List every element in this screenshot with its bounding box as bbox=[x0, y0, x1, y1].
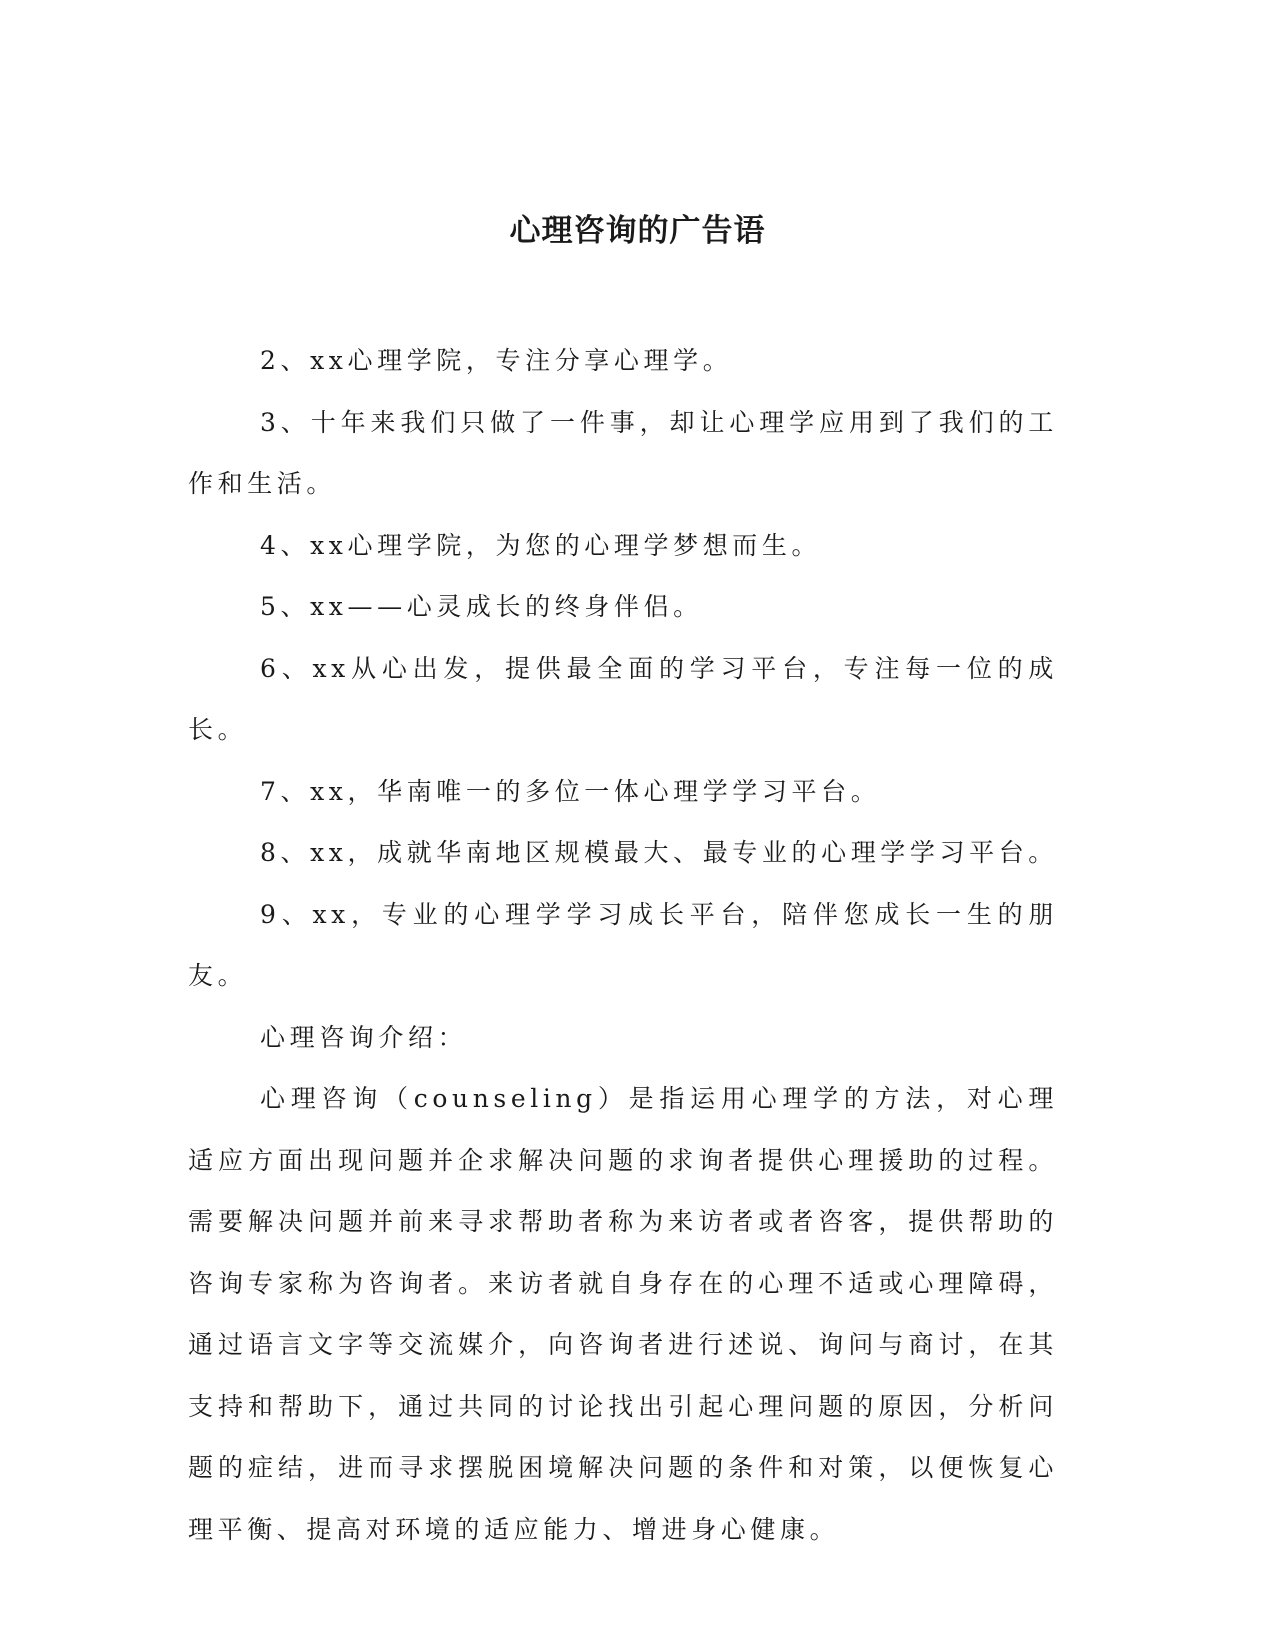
section-heading-intro: 心理咨询介绍： bbox=[260, 1022, 468, 1052]
slogan-3: 3、十年来我们只做了一件事，却让心理学应用到了我们的工作和生活。 bbox=[188, 407, 1058, 498]
slogan-9: 9、xx，专业的心理学学习成长平台，陪伴您成长一生的朋友。 bbox=[188, 899, 1058, 990]
slogan-6: 6、xx从心出发，提供最全面的学习平台，专注每一位的成长。 bbox=[188, 653, 1058, 744]
document-body bbox=[188, 330, 1058, 1560]
slogan-7: 7、xx，华南唯一的多位一体心理学学习平台。 bbox=[260, 776, 881, 806]
slogan-8: 8、xx，成就华南地区规模最大、最专业的心理学学习平台。 bbox=[260, 838, 1058, 867]
intro-paragraph: 心理咨询（counseling）是指运用心理学的方法，对心理适应方面出现问题并企求解决问题的求询者提供心理援助的过程。需要解决问题并前来寻求帮助者称为来访者或者咨客，提供帮助的咨询专家称为咨询者。来访者就自身存在的心理不适或心理障碍，通过语言文字等交流媒介，向咨询者进行述说、询问与商讨，在其支持和帮助下，通过共同的讨论找出引起心理问题的原因，分析问题的症结，进而寻求摆脱困境解决问题的条件和对策，以便恢复心理平衡、提高对环境的适应能力、增进身心健康。 bbox=[188, 1084, 1058, 1544]
slogan-4: 4、xx心理学院，为您的心理学梦想而生。 bbox=[260, 530, 822, 560]
document-title: 心理咨询的广告语 bbox=[509, 213, 766, 249]
slogan-5: 5、xx——心灵成长的终身伴侣。 bbox=[260, 592, 703, 621]
slogan-2: 2、xx心理学院，专注分享心理学。 bbox=[260, 346, 733, 375]
